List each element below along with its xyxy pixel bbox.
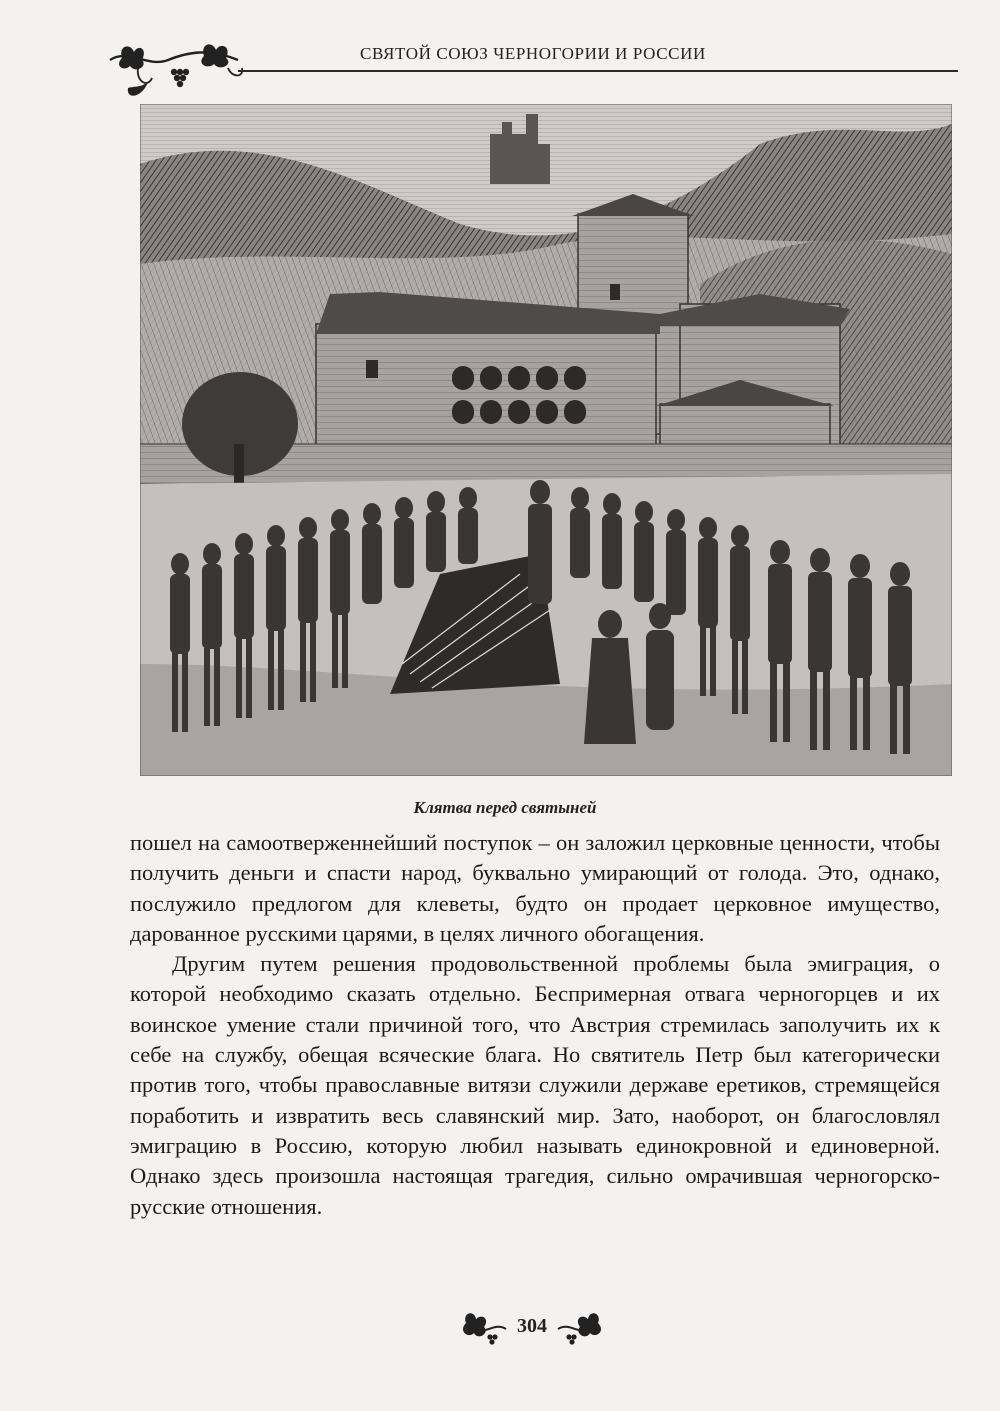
header-title: СВЯТОЙ СОЮЗ ЧЕРНОГОРИИ И РОССИИ <box>360 44 706 63</box>
figure-caption-text: Клятва перед святыней <box>413 798 597 817</box>
figure-caption <box>0 798 1000 818</box>
header-rule <box>238 70 958 72</box>
left-vine-ornament-icon <box>460 1311 508 1347</box>
paragraph: Другим путем решения продовольственной проблемы была эмиграция, о которой необходимо сказать отдельно. Беспримерная отвага черногорцев и их воинское умение стали причиной того, что Австрия стремилась заполучить их к себе на службу, обещая всяческие блага. Но святитель Петр был категорически против того, чтобы православные витязи служили державе еретиков, стремящейся поработить и извратить весь славянский мир. Зато, наоборот, он благословлял эмиграцию в Россию, которую любил называть единокровной и единоверной. Однако здесь произошла настоящая трагедия, сильно омрачившая черногорско-русские отношения. <box>130 951 940 1219</box>
paragraph: пошел на самоотверженнейший поступок – он заложил церковные ценности, чтобы получить деньги и спасти народ, буквально умирающий от голода. Это, однако, послужило предлогом для клеветы, будто он продает церковное имущество, дарованное русскими царями, в целях личного обогащения. <box>130 830 940 946</box>
engraving-illustration <box>140 104 952 776</box>
body-text <box>130 828 940 1222</box>
page-footer <box>460 1305 600 1355</box>
page-number: 304 <box>517 1315 547 1337</box>
grapevine-ornament-icon <box>108 38 258 110</box>
right-vine-ornament-icon <box>556 1311 604 1347</box>
running-header <box>108 30 958 110</box>
